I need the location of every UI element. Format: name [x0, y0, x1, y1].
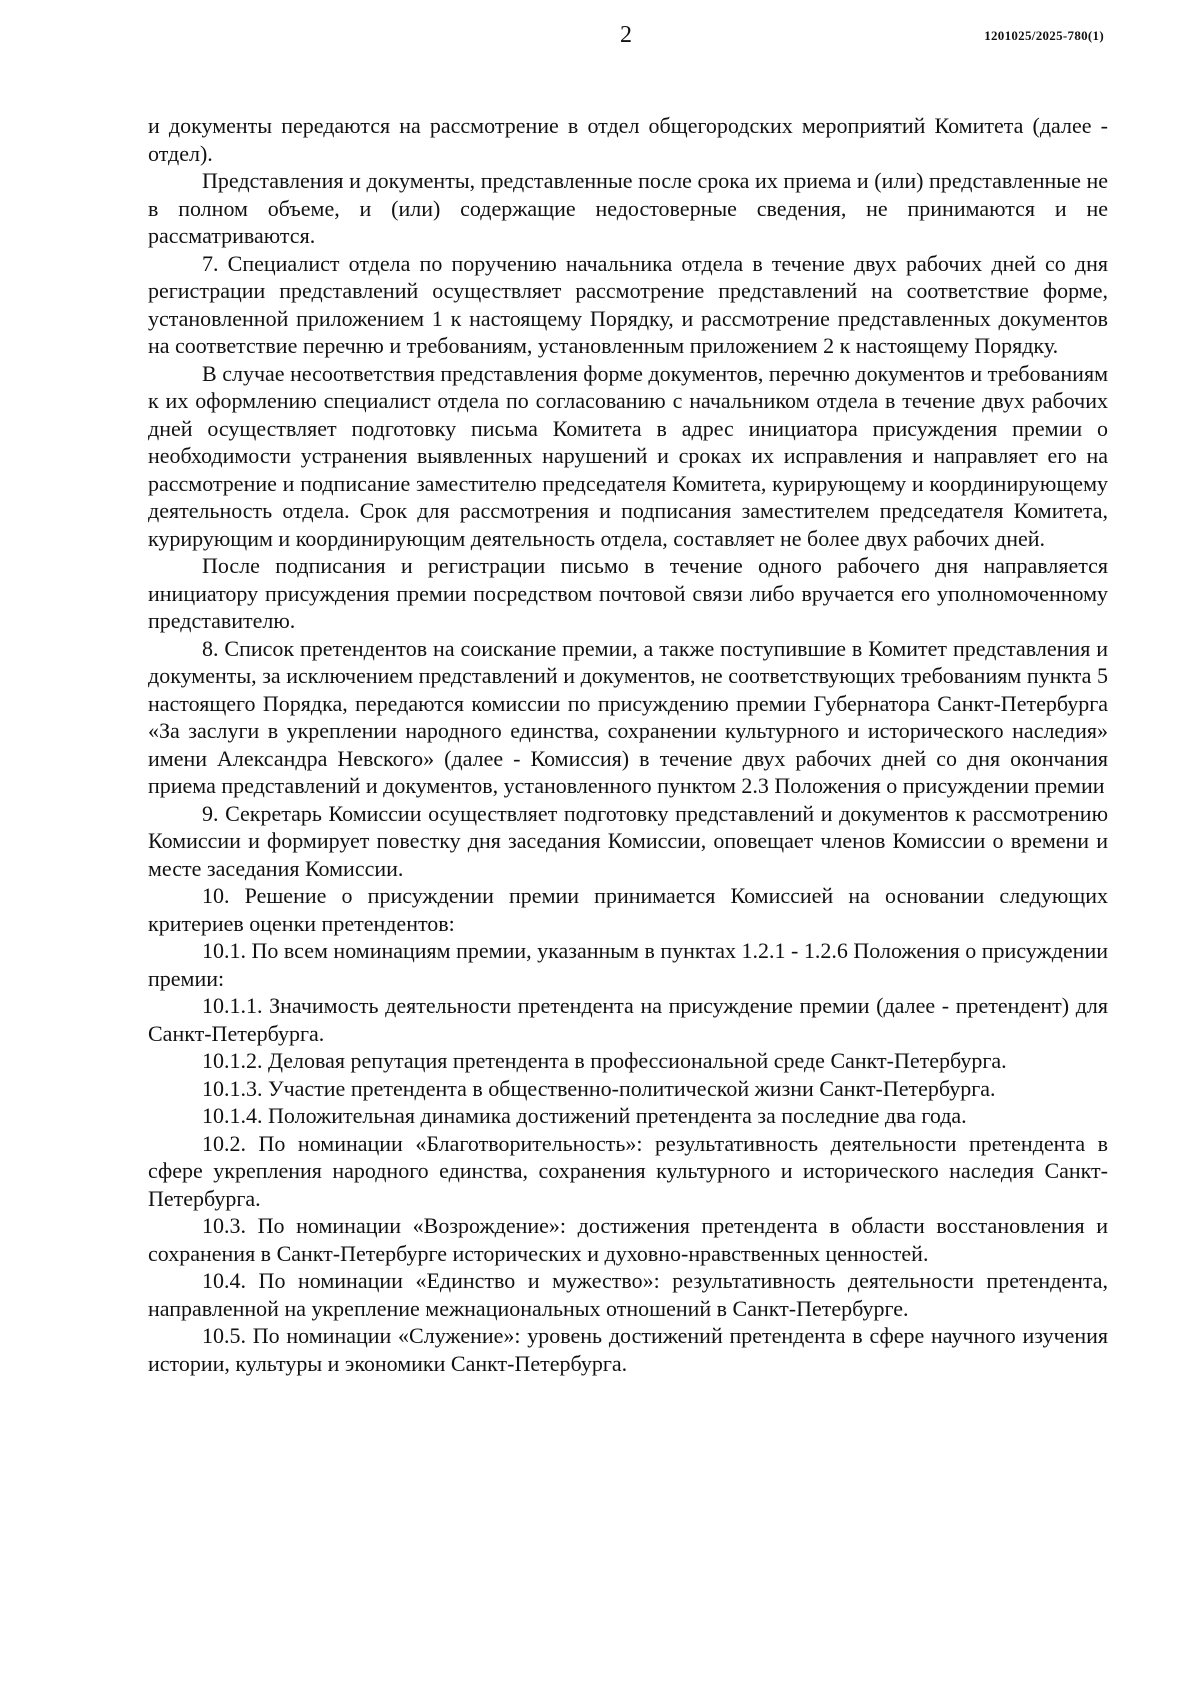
page-header: [0, 22, 1200, 62]
paragraph: 10.2. По номинации «Благотворительность»: результативность деятельности претендента в сфере укрепления народного единства, сохранения культурного и исторического наследия Санкт-Петербурга.: [148, 1130, 1108, 1211]
paragraph: 8. Список претендентов на соискание премии, а также поступившие в Комитет представления и документы, за исключением представлений и документов, не соответствующих требованиям пункта 5 настоящего Порядка, передаются комиссии по присуждению премии Губернатора Санкт-Петербурга «За заслуги в укреплении народного единства, сохранении культурного и исторического наследия» имени Александра Невского» (далее - Комиссия) в течение двух рабочих дней со дня окончания приема представлений и документов, установленного пунктом 2.3 Положения о присуждении премии: [148, 635, 1108, 798]
paragraph: 10.1. По всем номинациям премии, указанным в пунктах 1.2.1 - 1.2.6 Положения о присуждении премии:: [148, 938, 1108, 991]
paragraph: 9. Секретарь Комиссии осуществляет подготовку представлений и документов к рассмотрению Комиссии и формирует повестку дня заседания Комиссии, оповещает членов Комиссии о времени и месте заседания Комиссии.: [148, 800, 1108, 881]
paragraph: 7. Специалист отдела по поручению начальника отдела в течение двух рабочих дней со дня регистрации представлений осуществляет рассмотрение представлений на соответствие форме, установленной приложением 1 к настоящему Порядку, и рассмотрение представленных документов на соответствие перечню и требованиям, установленным приложением 2 к настоящему Порядку.: [148, 250, 1108, 358]
paragraph: 10.1.2. Деловая репутация претендента в профессиональной среде Санкт-Петербурга.: [202, 1048, 1007, 1073]
page-number: 2: [620, 22, 632, 48]
paragraph: и документы передаются на рассмотрение в отдел общегородских мероприятий Комитета (далее - отдел).: [148, 113, 1108, 166]
paragraph: В случае несоответствия представления форме документов, перечню документов и требованиям к их оформлению специалист отдела по согласованию с начальником отдела в течение двух рабочих дней осуществляет подготовку письма Комитета в адрес инициатора присуждения премии о необходимости устранения выявленных нарушений и сроках их исправления и направляет его на рассмотрение и подписание заместителю председателя Комитета, курирующему и координирующему деятельность отдела. Срок для рассмотрения и подписания заместителем председателя Комитета, курирующим и координирующим деятельность отдела, составляет не более двух рабочих дней.: [148, 360, 1108, 551]
document-id: 1201025/2025-780(1): [984, 28, 1104, 43]
paragraph: 10.5. По номинации «Служение»: уровень достижений претендента в сфере научного изучения истории, культуры и экономики Санкт-Петербурга.: [148, 1323, 1108, 1376]
paragraph: 10.1.4. Положительная динамика достижений претендента за последние два года.: [202, 1103, 967, 1128]
paragraph: 10.1.3. Участие претендента в общественно-политической жизни Санкт-Петербурга.: [202, 1075, 996, 1101]
paragraph: 10.1.1. Значимость деятельности претендента на присуждение премии (далее - претендент) для Санкт-Петербурга.: [148, 993, 1108, 1046]
paragraph: 10. Решение о присуждении премии принимается Комиссией на основании следующих критериев оценки претендентов:: [148, 883, 1108, 936]
paragraph: Представления и документы, представленные после срока их приема и (или) представленные не в полном объеме, и (или) содержащие недостоверные сведения, не принимаются и не рассматриваются.: [148, 168, 1108, 248]
paragraph: После подписания и регистрации письмо в течение одного рабочего дня направляется инициатору присуждения премии посредством почтовой связи либо вручается его уполномоченному представителю.: [148, 553, 1108, 633]
paragraph: 10.4. По номинации «Единство и мужество»: результативность деятельности претендента, направленной на укрепление межнациональных отношений в Санкт-Петербурге.: [148, 1268, 1108, 1321]
paragraph: 10.3. По номинации «Возрождение»: достижения претендента в области восстановления и сохранения в Санкт-Петербурге исторических и духовно-нравственных ценностей.: [148, 1213, 1108, 1266]
document-body: [148, 112, 1108, 1377]
